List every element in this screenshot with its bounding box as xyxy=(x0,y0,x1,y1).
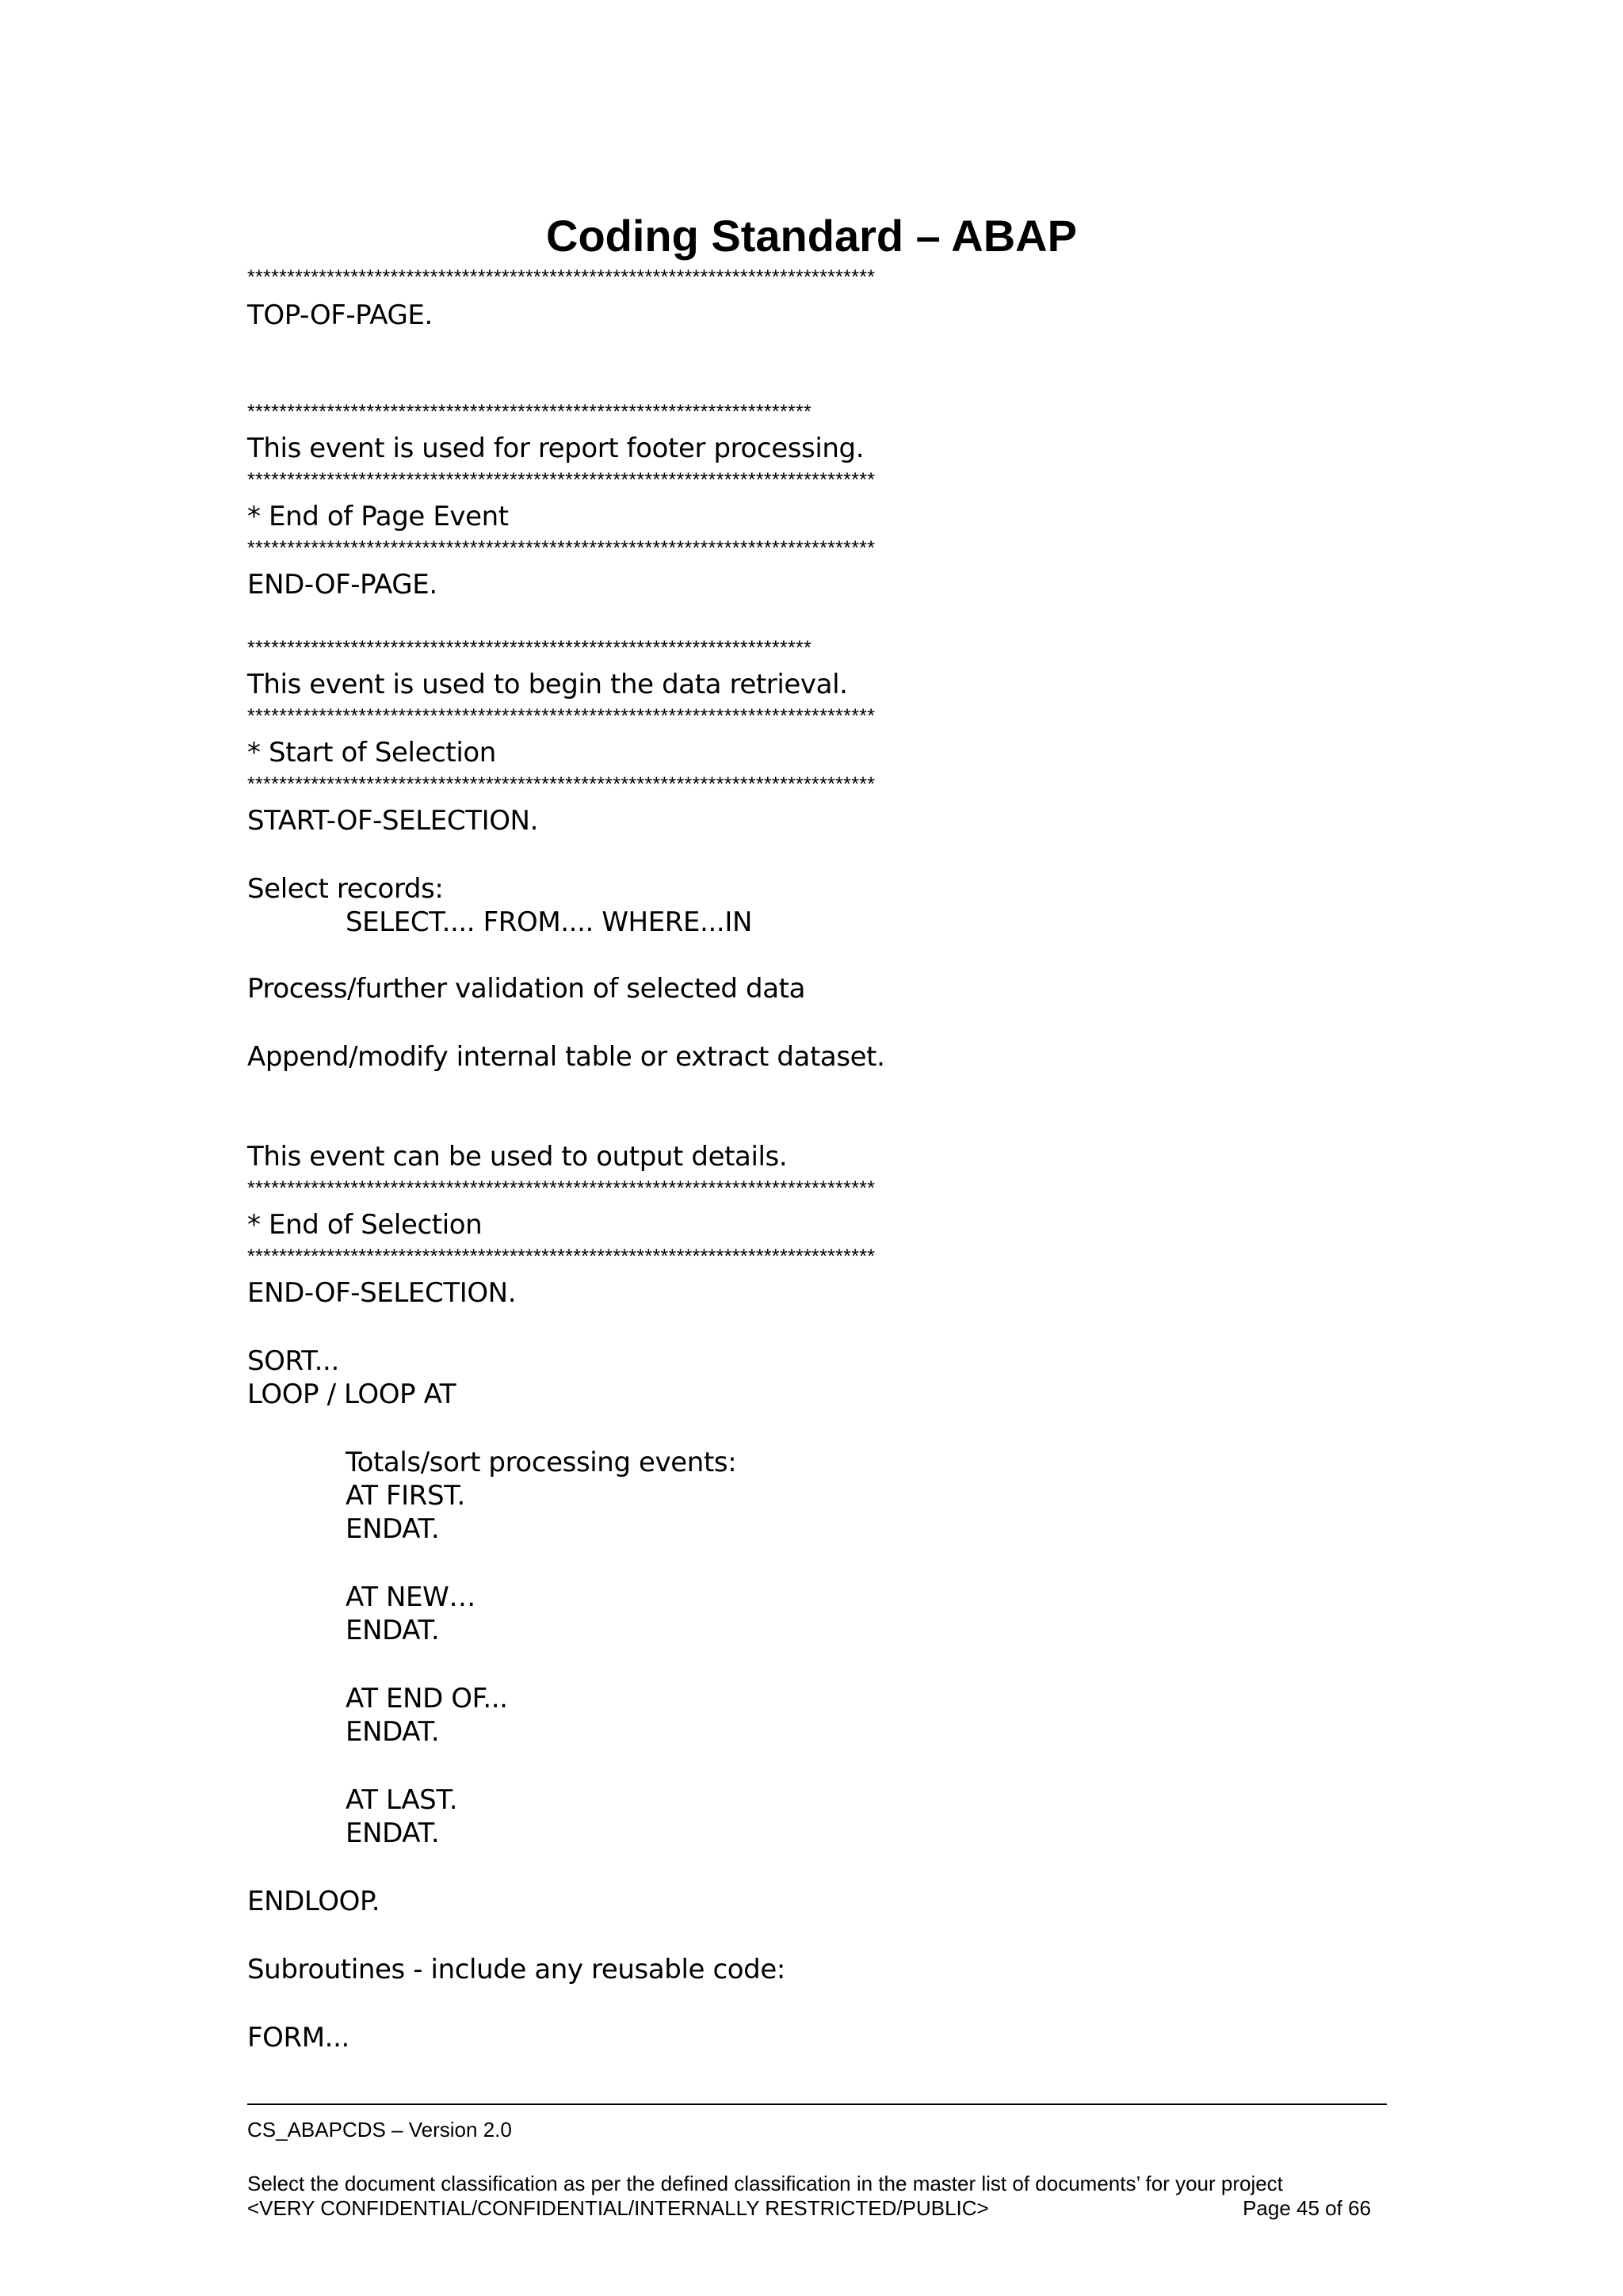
separator-line: *********************************************************************** xyxy=(247,401,812,423)
append-modify-text: Append/modify internal table or extract dataset. xyxy=(247,1041,885,1073)
output-details-description: This event can be used to output details. xyxy=(247,1141,788,1173)
select-records-label: Select records: xyxy=(247,873,444,905)
code-loop: LOOP / LOOP AT xyxy=(247,1379,456,1410)
separator-line: ******************************************************************************* xyxy=(247,266,876,288)
footer-classification-note: Select the document classification as per the defined classification in the master list of documents’ for your project xyxy=(247,2172,1283,2195)
code-form: FORM... xyxy=(247,2022,349,2054)
separator-line: ******************************************************************************* xyxy=(247,773,876,795)
totals-events-label: Totals/sort processing events: xyxy=(346,1447,737,1478)
process-validation-text: Process/further validation of selected data xyxy=(247,973,806,1005)
footer-page-number: Page 45 of 66 xyxy=(1243,2196,1371,2220)
code-at-new: AT NEW… xyxy=(346,1581,475,1613)
code-select-statement: SELECT.... FROM.... WHERE...IN xyxy=(346,906,752,938)
comment-end-of-selection: * End of Selection xyxy=(247,1209,483,1241)
comment-start-of-selection: * Start of Selection xyxy=(247,737,496,769)
code-end-of-selection: END-OF-SELECTION. xyxy=(247,1277,517,1309)
code-at-last: AT LAST. xyxy=(346,1784,458,1816)
code-end-of-page: END-OF-PAGE. xyxy=(247,569,437,601)
separator-line: ******************************************************************************* xyxy=(247,1245,876,1268)
separator-line: *********************************************************************** xyxy=(247,637,812,659)
page-title: Coding Standard – ABAP xyxy=(546,211,1077,261)
footer-divider xyxy=(247,2103,1387,2105)
code-at-first: AT FIRST. xyxy=(346,1480,465,1512)
separator-line: ******************************************************************************* xyxy=(247,705,876,727)
comment-end-of-page: * End of Page Event xyxy=(247,501,509,532)
code-top-of-page: TOP-OF-PAGE. xyxy=(247,299,433,331)
code-endat: ENDAT. xyxy=(346,1615,440,1646)
footer-classification-options: <VERY CONFIDENTIAL/CONFIDENTIAL/INTERNALLY RESTRICTED/PUBLIC> xyxy=(247,2196,989,2220)
code-sort: SORT... xyxy=(247,1345,339,1377)
code-endat: ENDAT. xyxy=(346,1513,440,1545)
separator-line: ******************************************************************************* xyxy=(247,537,876,559)
subroutines-text: Subroutines - include any reusable code: xyxy=(247,1954,785,1985)
code-endat: ENDAT. xyxy=(346,1716,440,1748)
footer-event-description: This event is used for report footer processing. xyxy=(247,433,865,464)
code-at-end-of: AT END OF... xyxy=(346,1683,508,1714)
code-endat: ENDAT. xyxy=(346,1817,440,1849)
code-endloop: ENDLOOP. xyxy=(247,1886,380,1917)
data-retrieval-description: This event is used to begin the data retrieval. xyxy=(247,669,848,700)
code-start-of-selection: START-OF-SELECTION. xyxy=(247,805,538,837)
separator-line: ******************************************************************************* xyxy=(247,469,876,491)
separator-line: ******************************************************************************* xyxy=(247,1177,876,1199)
footer-doc-version: CS_ABAPCDS – Version 2.0 xyxy=(247,2118,512,2142)
